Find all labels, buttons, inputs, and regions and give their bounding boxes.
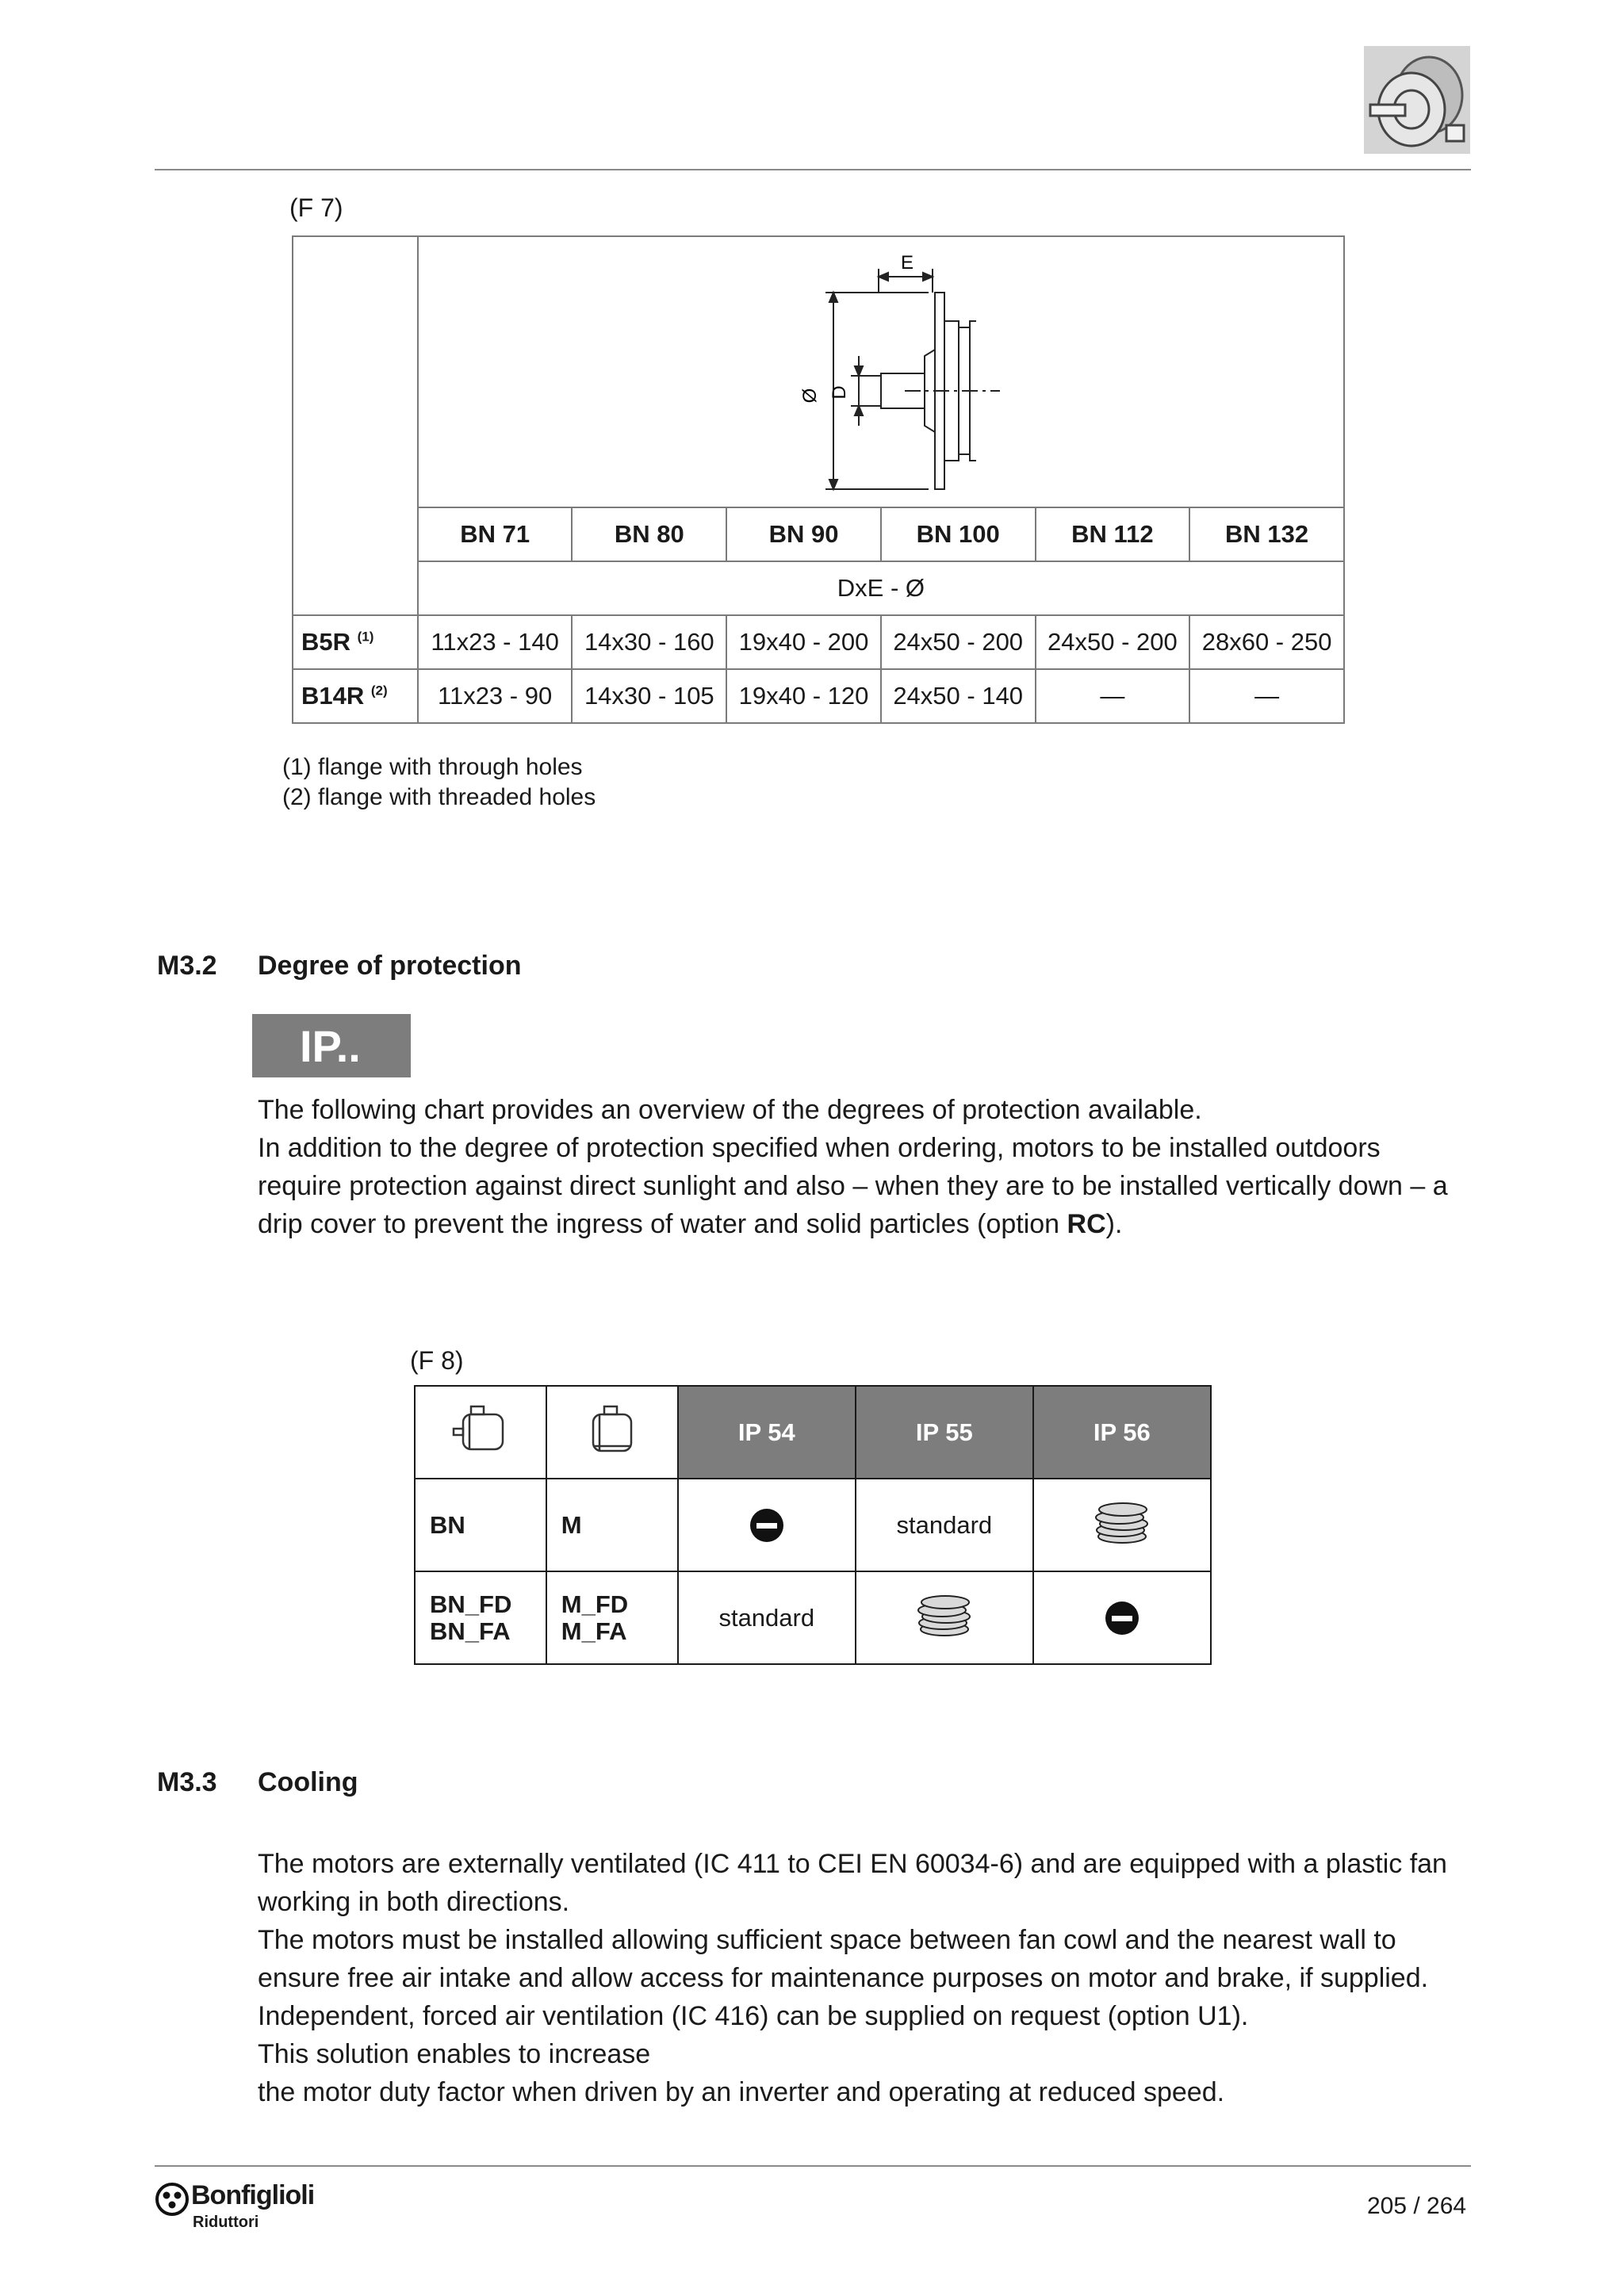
column-header: BN 132 <box>1189 507 1344 561</box>
figure-label-f7: (F 7) <box>289 193 343 222</box>
header-rule <box>155 169 1471 170</box>
column-header: BN 71 <box>418 507 573 561</box>
motor-bn-icon <box>415 1386 546 1479</box>
coins-icon <box>1033 1479 1211 1571</box>
column-header: BN 80 <box>572 507 726 561</box>
figure-label-f8: (F 8) <box>410 1346 464 1375</box>
brand-logo-icon <box>155 2182 190 2217</box>
table-cell: 14x30 - 105 <box>572 669 726 723</box>
flange-table-corner <box>293 236 418 615</box>
no-entry-icon <box>678 1479 856 1571</box>
brand-name: Bonfiglioli <box>191 2180 315 2210</box>
protection-paragraph: The following chart provides an overview of the degrees of protection available. In addition to the degree of protection specified when ordering, motors to be installed outdoors require protection against direct sunlight and also – when they are to be installed vertically down – a drip cover to prevent the ingress of water and solid particles (option RC). <box>258 1095 1448 1239</box>
table-cell: 14x30 - 160 <box>572 615 726 669</box>
column-header: BN 112 <box>1036 507 1190 561</box>
row-label: B14R $^{(2)}$ <box>293 669 418 723</box>
coins-icon <box>856 1571 1033 1664</box>
ip-header: IP 56 <box>1033 1386 1211 1479</box>
flange-diagram <box>643 245 1119 499</box>
flange-table <box>292 235 1345 724</box>
brand-subtitle: Riduttori <box>193 2214 259 2231</box>
table-cell: 11x23 - 140 <box>418 615 573 669</box>
diagram-label-e: E <box>900 252 914 274</box>
cooling-paragraph: The motors are externally ventilated (IC 411 to CEI EN 60034-6) and are equipped with a plastic fan working in both directions. The motors must be installed allowing sufficient space between fan cowl and the nearest wall to ensure free air intake and allow access for maintenance purposes on motor and brake, if supplied. Independent, forced air ventilation (IC 416) can be supplied on request (option U1). This solution enables to increase the motor duty factor when driven by an inverter and operating at reduced speed. <box>258 1849 1447 2107</box>
section-title: Degree of protection <box>258 951 522 981</box>
table-row <box>293 669 1344 723</box>
footnote-1: (1) flange with through holes <box>282 754 583 780</box>
ip-value: standard <box>678 1571 856 1664</box>
column-header: BN 100 <box>881 507 1036 561</box>
table-row <box>415 1571 1211 1664</box>
ip-badge: IP.. <box>252 1014 411 1077</box>
motor-type: M_FD M_FA <box>546 1571 678 1664</box>
ip-header: IP 54 <box>678 1386 856 1479</box>
table-cell: 24x50 - 200 <box>1036 615 1190 669</box>
ip-value: standard <box>856 1479 1033 1571</box>
diagram-label-d: D <box>828 385 850 400</box>
table-cell: 19x40 - 120 <box>726 669 881 723</box>
section-number: M3.2 <box>157 951 217 981</box>
motor-type: M <box>546 1479 678 1571</box>
table-cell: 11x23 - 90 <box>418 669 573 723</box>
motor-type: BN_FD BN_FA <box>415 1571 546 1664</box>
row-label: B5R $^{(1)}$ <box>293 615 418 669</box>
motor-m-icon <box>546 1386 678 1479</box>
flange-diagram-cell <box>418 236 1344 507</box>
motor-type: BN <box>415 1479 546 1571</box>
no-entry-icon <box>1033 1571 1211 1664</box>
table-row <box>415 1479 1211 1571</box>
table-cell: 24x50 - 200 <box>881 615 1036 669</box>
ip-header: IP 55 <box>856 1386 1033 1479</box>
table-subheader: DxE - Ø <box>418 561 1344 615</box>
table-cell: — <box>1036 669 1190 723</box>
page-number: 205 / 264 <box>1367 2193 1467 2219</box>
diagram-label-diameter: Ø <box>799 388 821 404</box>
table-cell: 24x50 - 140 <box>881 669 1036 723</box>
footnote-2: (2) flange with threaded holes <box>282 784 596 810</box>
section-number: M3.3 <box>157 1767 217 1797</box>
table-cell: 19x40 - 200 <box>726 615 881 669</box>
section-title: Cooling <box>258 1767 358 1797</box>
electric-motor-icon <box>1364 46 1470 154</box>
footer-rule <box>155 2165 1471 2167</box>
column-header: BN 90 <box>726 507 881 561</box>
table-cell: — <box>1189 669 1344 723</box>
ip-table <box>414 1385 1212 1665</box>
table-row <box>293 615 1344 669</box>
table-cell: 28x60 - 250 <box>1189 615 1344 669</box>
